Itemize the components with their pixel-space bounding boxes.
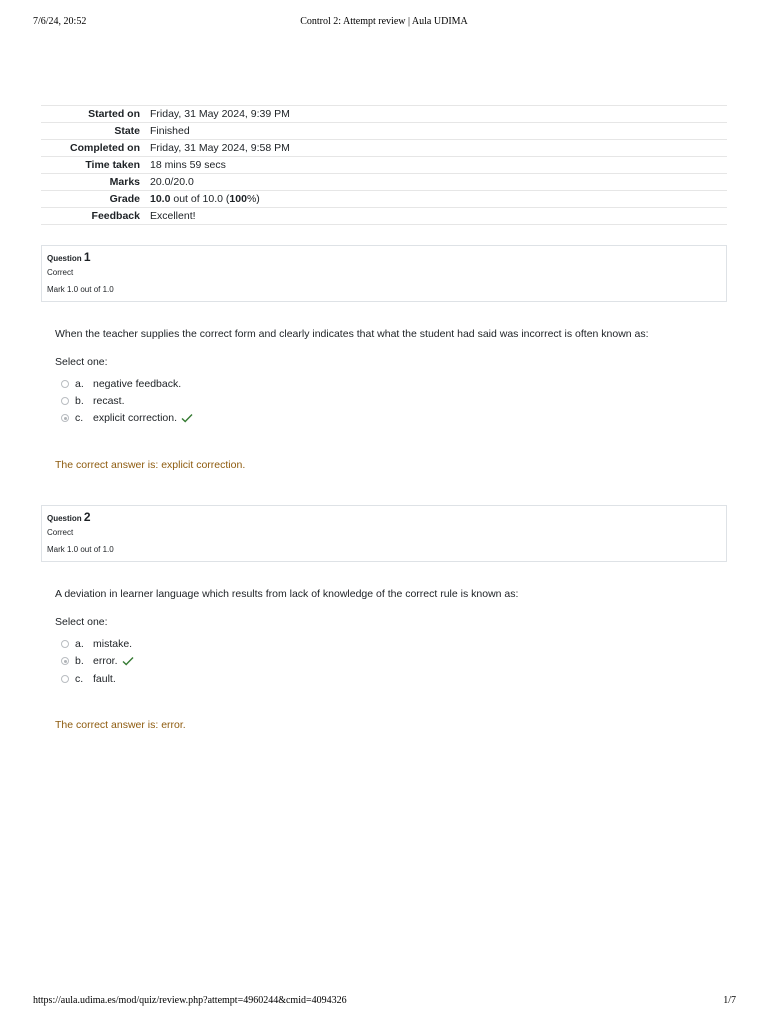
summary-value — [150, 191, 727, 208]
summary-label: Started on — [41, 106, 150, 123]
radio-button-checked[interactable] — [61, 657, 69, 665]
summary-row-started — [41, 106, 727, 123]
summary-label: Grade — [41, 191, 150, 208]
grade-score: 10.0 — [150, 193, 171, 205]
question-info-box — [41, 505, 727, 562]
summary-label: Time taken — [41, 157, 150, 174]
answer-option[interactable] — [61, 394, 125, 408]
radio-button-checked[interactable] — [61, 414, 69, 422]
option-letter: a. — [75, 378, 84, 390]
summary-value: Friday, 31 May 2024, 9:58 PM — [150, 140, 727, 157]
print-header — [0, 16, 768, 30]
question-text: When the teacher supplies the correct form and clearly indicates that what the student had said was incorrect is often known as: — [55, 328, 649, 340]
summary-row-state — [41, 123, 727, 140]
grade-outof: out of 10.0 ( — [170, 193, 230, 205]
question-text: A deviation in learner language which results from lack of knowledge of the correct rule is known as: — [55, 588, 519, 600]
option-text: negative feedback. — [93, 378, 182, 390]
summary-row-feedback — [41, 208, 727, 225]
summary-value: 20.0/20.0 — [150, 174, 727, 191]
summary-row-grade — [41, 191, 727, 208]
grade-percent: 100 — [229, 193, 247, 205]
summary-row-time-taken — [41, 157, 727, 174]
option-text: error. — [93, 655, 118, 667]
print-page-number: 1/7 — [723, 995, 736, 1006]
question-number: Question 2 — [47, 510, 91, 524]
answer-option[interactable] — [61, 377, 181, 391]
question-number-value: 1 — [83, 250, 91, 264]
summary-value: Excellent! — [150, 208, 727, 225]
question-number: Question 1 — [47, 250, 91, 264]
summary-value: Friday, 31 May 2024, 9:39 PM — [150, 106, 727, 123]
option-text: fault. — [93, 673, 116, 685]
summary-label: State — [41, 123, 150, 140]
option-letter: a. — [75, 638, 84, 650]
summary-label: Marks — [41, 174, 150, 191]
option-text: recast. — [93, 395, 125, 407]
summary-row-completed — [41, 140, 727, 157]
select-one-prompt: Select one: — [55, 356, 108, 368]
option-letter: b. — [75, 395, 84, 407]
question-state: Correct — [47, 528, 74, 537]
summary-label: Completed on — [41, 140, 150, 157]
option-text: mistake. — [93, 638, 133, 650]
right-answer-feedback: The correct answer is: explicit correction. — [55, 459, 246, 471]
question-mark: Mark 1.0 out of 1.0 — [47, 285, 114, 294]
radio-button[interactable] — [61, 380, 69, 388]
option-letter: c. — [75, 412, 84, 424]
summary-row-marks — [41, 174, 727, 191]
option-letter: c. — [75, 673, 84, 685]
summary-value: Finished — [150, 123, 727, 140]
option-text: explicit correction. — [93, 412, 178, 424]
grade-percent-close: %) — [246, 193, 260, 205]
question-state: Correct — [47, 268, 74, 277]
check-icon — [122, 656, 134, 666]
select-one-prompt: Select one: — [55, 616, 108, 628]
right-answer-feedback: The correct answer is: error. — [55, 719, 186, 731]
answer-option[interactable] — [61, 672, 116, 686]
summary-value: 18 mins 59 secs — [150, 157, 727, 174]
radio-button[interactable] — [61, 640, 69, 648]
option-letter: b. — [75, 655, 84, 667]
print-url: https://aula.udima.es/mod/quiz/review.php?attempt=4960244&cmid=4094326 — [33, 995, 347, 1006]
print-page-title: Control 2: Attempt review | Aula UDIMA — [300, 16, 468, 27]
question-mark: Mark 1.0 out of 1.0 — [47, 545, 114, 554]
print-footer — [0, 995, 768, 1009]
summary-label: Feedback — [41, 208, 150, 225]
attempt-summary-table — [41, 105, 727, 225]
answer-option[interactable] — [61, 637, 132, 651]
print-datetime: 7/6/24, 20:52 — [33, 16, 87, 27]
answer-option-selected[interactable] — [61, 654, 134, 668]
check-icon — [181, 413, 193, 423]
question-number-value: 2 — [83, 510, 91, 524]
question-info-box — [41, 245, 727, 302]
answer-option-selected[interactable] — [61, 411, 193, 425]
radio-button[interactable] — [61, 397, 69, 405]
radio-button[interactable] — [61, 675, 69, 683]
